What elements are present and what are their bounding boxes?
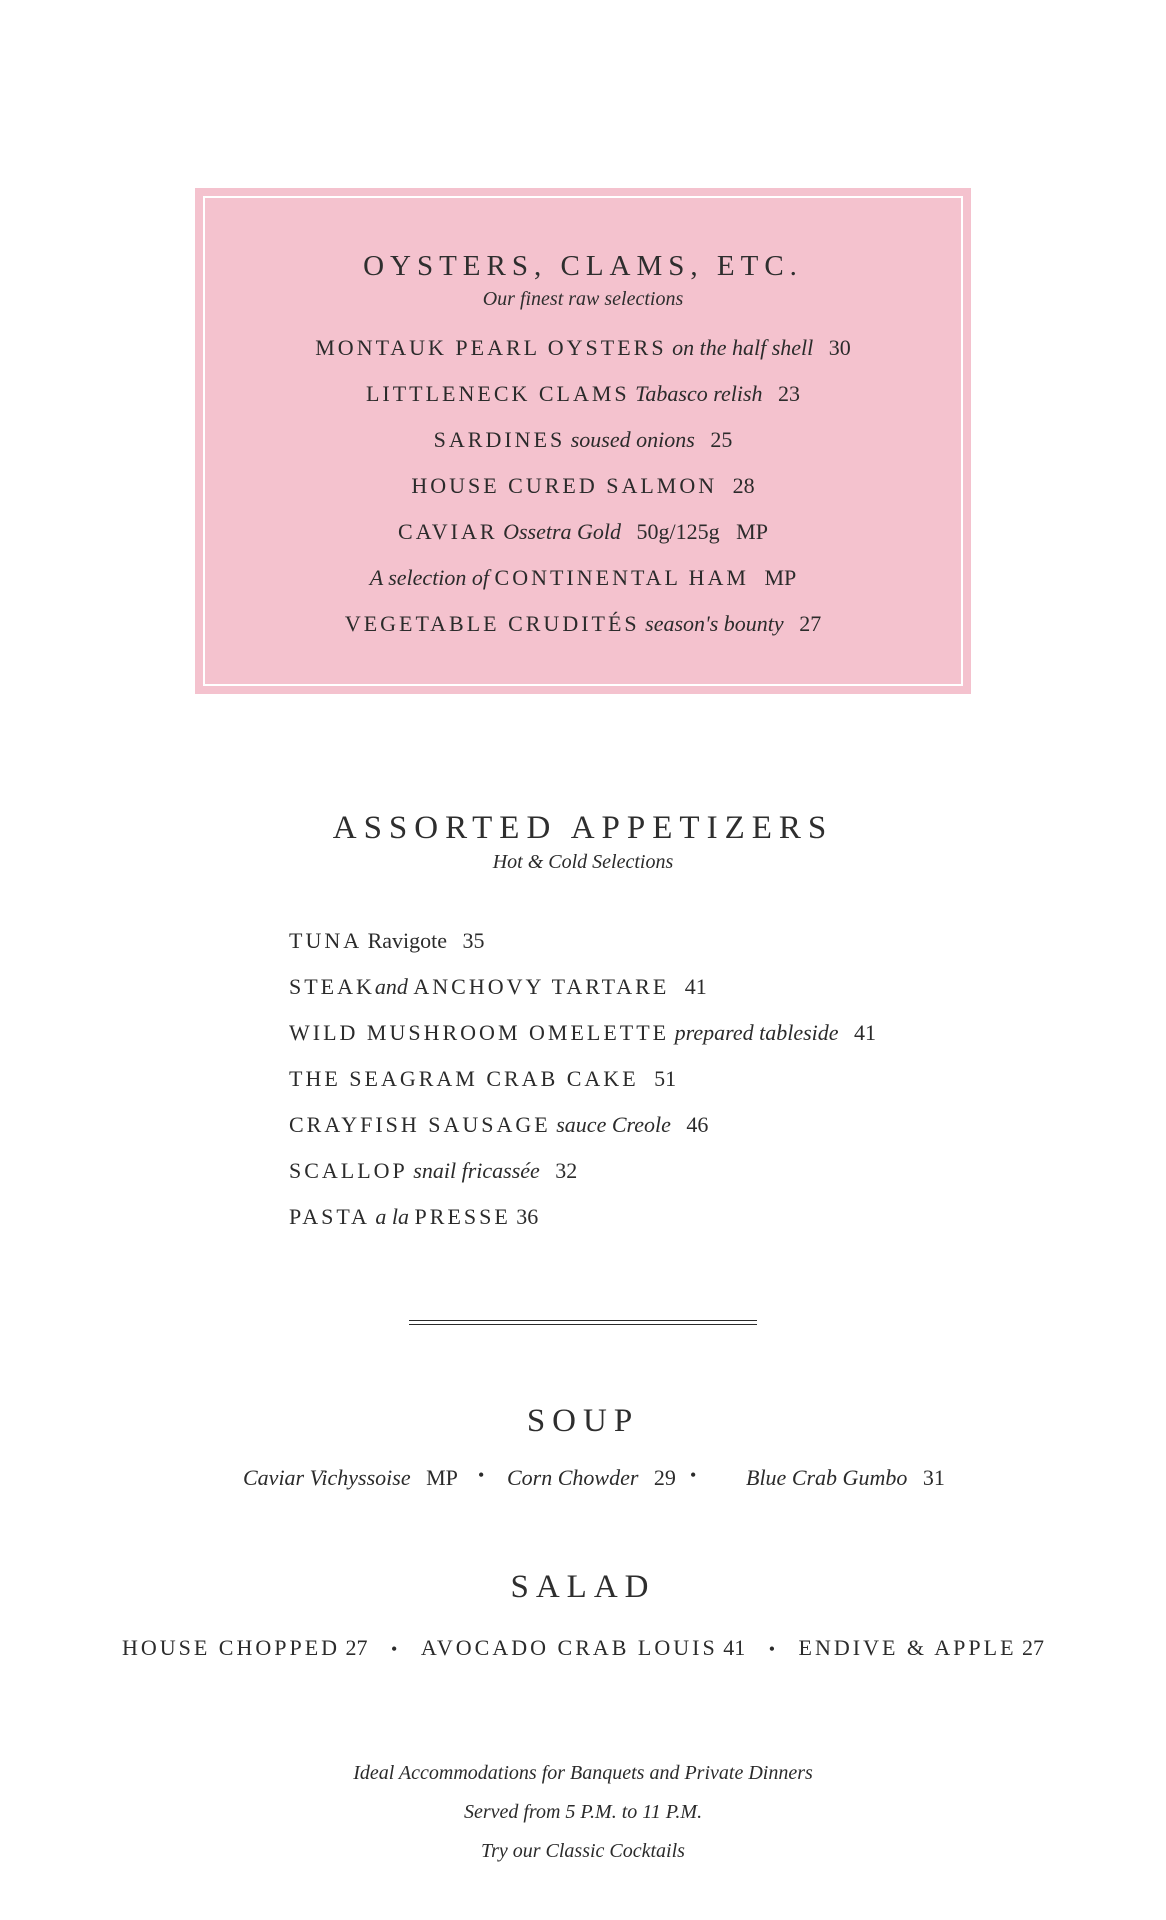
menu-item (289, 1204, 876, 1250)
item-prefix: A selection of (369, 565, 490, 590)
menu-item (289, 1066, 876, 1112)
menu-item (195, 381, 971, 427)
item-description: season's bounty (645, 611, 784, 636)
item-price: 36 (516, 1204, 539, 1229)
footer-line: Served from 5 P.M. to 11 P.M. (463, 1801, 703, 1823)
appetizers-subtitle: Hot & Cold Selections (492, 851, 674, 873)
item-description: on the half shell (672, 335, 814, 360)
item-description: soused onions (570, 427, 695, 452)
item-description: Ravigote (367, 928, 448, 953)
item-name: PASTA (289, 1204, 370, 1229)
item-name: ENDIVE & APPLE (798, 1635, 1017, 1660)
item-price: 27 (1022, 1635, 1045, 1660)
item-description: Tabasco relish (635, 381, 763, 406)
menu-item (195, 473, 971, 519)
soup-title: SOUP (526, 1403, 640, 1439)
separator-dot: • (391, 1639, 398, 1659)
item-name: AVOCADO CRAB LOUIS (420, 1635, 718, 1660)
item-name: Caviar Vichyssoise (243, 1465, 411, 1490)
appetizers-title: ASSORTED APPETIZERS (332, 810, 834, 846)
item-description: Ossetra Gold (503, 519, 622, 544)
menu-item (289, 1158, 876, 1204)
raw-bar-panel (195, 188, 971, 694)
item-connector: a la (375, 1204, 410, 1229)
salad-row (0, 1635, 1166, 1661)
item-name: MONTAUK PEARL OYSTERS (315, 335, 667, 360)
item-description: sauce Creole (556, 1112, 671, 1137)
item-price: 30 (828, 335, 851, 360)
salad-title: SALAD (510, 1569, 656, 1605)
footer-line: Try our Classic Cocktails (481, 1840, 685, 1862)
item-price: 31 (922, 1465, 945, 1490)
menu-item (289, 1020, 876, 1066)
item-name: THE SEAGRAM CRAB CAKE (289, 1066, 639, 1091)
item-name: Corn Chowder (507, 1465, 639, 1490)
item-price: 51 (654, 1066, 677, 1091)
soup-item (243, 1465, 458, 1491)
item-connector: and (374, 974, 408, 999)
item-price: 50g/125g MP (636, 519, 768, 544)
menu-item (195, 519, 971, 565)
menu-item (195, 611, 971, 657)
item-name: WILD MUSHROOM OMELETTE (289, 1020, 670, 1045)
item-name: Blue Crab Gumbo (746, 1465, 908, 1490)
soup-item (507, 1465, 676, 1491)
footer-notes (0, 1762, 1166, 1879)
item-price: 46 (686, 1112, 709, 1137)
item-description: prepared tableside (674, 1020, 839, 1045)
appetizers-list (289, 928, 876, 1250)
menu-item (289, 1112, 876, 1158)
soup-item (746, 1465, 945, 1491)
item-name: VEGETABLE CRUDITÉS (344, 611, 640, 636)
item-name: CONTINENTAL HAM (494, 565, 749, 590)
item-name-2: ANCHOVY TARTARE (413, 974, 670, 999)
item-price: 32 (555, 1158, 578, 1183)
section-divider (409, 1320, 757, 1325)
item-price: 41 (854, 1020, 877, 1045)
item-name: HOUSE CHOPPED (121, 1635, 341, 1660)
menu-item (195, 427, 971, 473)
item-name: TUNA (289, 928, 363, 953)
item-price: 25 (710, 427, 733, 452)
menu-item (289, 974, 876, 1020)
footer-line: Ideal Accommodations for Banquets and Private Dinners (353, 1762, 813, 1784)
item-price: MP (426, 1465, 458, 1490)
raw-bar-title: OYSTERS, CLAMS, ETC. (363, 250, 803, 282)
item-description: snail fricassée (413, 1158, 540, 1183)
menu-item (195, 335, 971, 381)
item-name: STEAK (289, 974, 375, 999)
item-price: 27 (345, 1635, 368, 1660)
item-name: HOUSE CURED SALMON (411, 473, 718, 498)
raw-bar-list (195, 335, 971, 657)
item-price: 41 (723, 1635, 746, 1660)
item-name: CRAYFISH SAUSAGE (289, 1112, 551, 1137)
item-name-2: PRESSE (414, 1204, 511, 1229)
item-price: MP (764, 565, 797, 590)
item-price: 28 (732, 473, 755, 498)
item-name: CAVIAR (398, 519, 498, 544)
separator-dot: • (690, 1465, 697, 1485)
menu-item (195, 565, 971, 611)
separator-dot: • (478, 1465, 485, 1485)
item-price: 35 (462, 928, 485, 953)
item-name: SARDINES (433, 427, 566, 452)
item-name: LITTLENECK CLAMS (365, 381, 630, 406)
raw-bar-subtitle: Our finest raw selections (482, 288, 684, 310)
menu-item (289, 928, 876, 974)
item-price: 41 (684, 974, 707, 999)
soup-row (0, 1465, 1166, 1495)
item-price: 23 (778, 381, 801, 406)
item-name: SCALLOP (289, 1158, 408, 1183)
item-price: 29 (653, 1465, 676, 1490)
item-price: 27 (799, 611, 822, 636)
separator-dot: • (768, 1639, 776, 1659)
